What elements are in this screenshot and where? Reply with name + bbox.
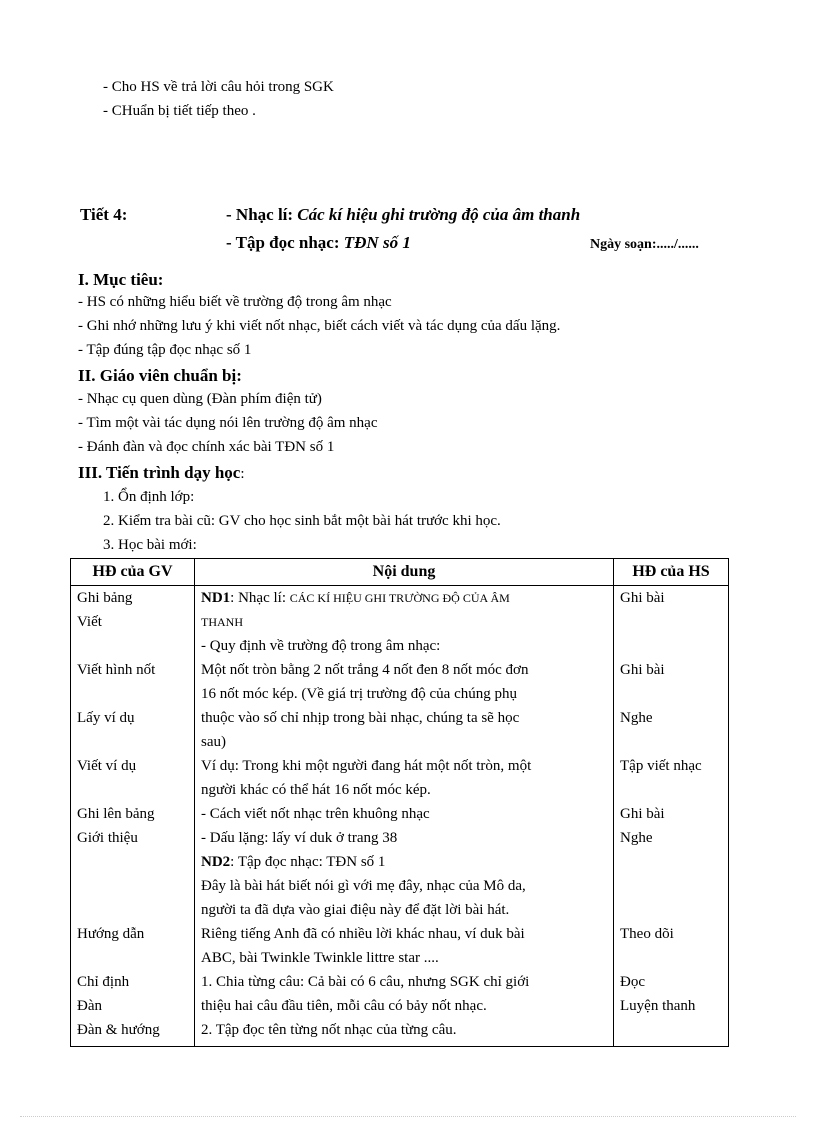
hs-line: Ghi bài: [620, 662, 665, 678]
content-column: [195, 586, 614, 1047]
hs-line: [620, 946, 722, 970]
gv-line: Ghi bảng: [77, 590, 133, 606]
gv-line: Viết ví dụ: [77, 758, 137, 774]
content-line: người khác có thể hát 16 nốt móc kép.: [201, 782, 431, 798]
section1-item: - HS có những hiểu biết về trường độ trong âm nhạc: [78, 294, 392, 310]
hs-line: Đọc: [620, 974, 645, 990]
content-line: - Dấu lặng: lấy ví duk ở trang 38: [201, 830, 398, 846]
hs-line: [620, 778, 722, 802]
content-line: Ví dụ: Trong khi một người đang hát một nốt tròn, một: [201, 758, 532, 774]
hs-line: [620, 1018, 722, 1042]
gv-line: Viết: [77, 614, 102, 630]
section2-item: - Đánh đàn và đọc chính xác bài TĐN số 1: [78, 439, 335, 455]
section2-heading: II. Giáo viên chuẩn bị:: [78, 366, 242, 385]
hs-line: Nghe: [620, 830, 653, 846]
lesson-line-1-title: Các kí hiệu ghi trường độ của âm thanh: [297, 205, 581, 224]
gv-line: [77, 874, 188, 898]
gv-line: [77, 898, 188, 922]
hs-line: [620, 898, 722, 922]
lesson-line-2-title: TĐN số 1: [343, 233, 411, 252]
content-line: 1. Chia từng câu: Cả bài có 6 câu, nhưng SGK chỉ giới: [201, 974, 530, 990]
section3-colon: :: [240, 466, 245, 482]
gv-line: [77, 730, 188, 754]
gv-line: [77, 850, 188, 874]
hs-line: Tập viết nhạc: [620, 758, 702, 774]
header-hs: HĐ của HS: [614, 559, 729, 586]
section1-item: - Ghi nhớ những lưu ý khi viết nốt nhạc, biết cách viết và tác dụng của dấu lặng.: [78, 318, 561, 334]
content-line: 16 nốt móc kép. (Về giá trị trường độ của chúng phụ: [201, 686, 517, 702]
gv-line: Hướng dẫn: [77, 926, 145, 942]
date-field: Ngày soạn:...../......: [590, 237, 699, 252]
lesson-table: [70, 558, 729, 1047]
gv-line: [77, 634, 188, 658]
content-line: ABC, bài Twinkle Twinkle littre star ....: [201, 950, 439, 966]
hs-line: Ghi bài: [620, 590, 665, 606]
header-gv: HĐ của GV: [71, 559, 195, 586]
hs-line: Theo dõi: [620, 926, 674, 942]
hs-line: [620, 634, 722, 658]
nd2-label: ND2: [201, 854, 231, 870]
nd1-caps: CÁC KÍ HIỆU GHI TRƯỜNG ĐỘ CỦA ÂM: [289, 591, 510, 605]
hs-line: [620, 850, 722, 874]
gv-line: [77, 778, 188, 802]
gv-line: [77, 946, 188, 970]
content-line: thuộc vào số chỉ nhịp trong bài nhạc, chúng ta sẽ học: [201, 710, 520, 726]
nd1-text: : Nhạc lí:: [230, 590, 290, 606]
hs-line: [620, 610, 722, 634]
content-line: thiệu hai câu đầu tiên, mỗi câu có bảy nốt nhạc.: [201, 998, 487, 1014]
hs-line: Ghi bài: [620, 806, 665, 822]
content-line: người ta đã dựa vào giai điệu này để đặt lời bài hát.: [201, 902, 510, 918]
content-line: Đây là bài hát biết nói gì với mẹ đây, nhạc của Mô da,: [201, 878, 526, 894]
section3-step: 3. Học bài mới:: [103, 537, 197, 553]
hs-line: [620, 682, 722, 706]
section3-heading: III. Tiến trình dạy học: [78, 463, 241, 482]
nd1-heading: [201, 586, 607, 610]
hs-line: Nghe: [620, 710, 653, 726]
content-line: sau): [201, 734, 226, 750]
lesson-line-2: [226, 233, 411, 253]
table-header-row: [71, 559, 729, 586]
lesson-label: Tiết 4:: [80, 205, 128, 224]
intro-line-2: - CHuẩn bị tiết tiếp theo .: [103, 103, 256, 119]
gv-line: Đàn: [77, 998, 102, 1014]
lesson-line-1: [226, 205, 580, 225]
section2-item: - Tìm một vài tác dụng nói lên trường độ âm nhạc: [78, 415, 378, 431]
intro-line-1: - Cho HS về trả lời câu hỏi trong SGK: [103, 79, 334, 95]
page-bottom-divider: [20, 1116, 796, 1117]
gv-line: Ghi lên bảng: [77, 806, 155, 822]
gv-column: [71, 586, 195, 1047]
nd1-label: ND1: [201, 590, 231, 606]
nd2-heading: [201, 850, 607, 874]
nd2-text: : Tập đọc nhạc: TĐN số 1: [230, 854, 386, 870]
content-line: Riêng tiếng Anh đã có nhiều lời khác nhau, ví duk bài: [201, 926, 525, 942]
table-body-row: [71, 586, 729, 1047]
section3-heading-row: [78, 463, 245, 484]
gv-line: Chỉ định: [77, 974, 130, 990]
gv-line: Đàn & hướng: [77, 1022, 160, 1038]
gv-line: Lấy ví dụ: [77, 710, 135, 726]
content-line: - Quy định về trường độ trong âm nhạc:: [201, 638, 441, 654]
content-line: 2. Tập đọc tên từng nốt nhạc của từng câu.: [201, 1022, 457, 1038]
hs-line: [620, 874, 722, 898]
nd1-caps-continued: THANH: [201, 615, 243, 629]
hs-line: Luyện thanh: [620, 998, 696, 1014]
gv-line: [77, 682, 188, 706]
gv-line: Giới thiệu: [77, 830, 138, 846]
section2-item: - Nhạc cụ quen dùng (Đàn phím điện tử): [78, 391, 322, 407]
lesson-line-1-prefix: - Nhạc lí:: [226, 205, 298, 224]
content-line: Một nốt tròn bằng 2 nốt trắng 4 nốt đen 8 nốt móc đơn: [201, 662, 529, 678]
hs-column: [614, 586, 729, 1047]
hs-line: [620, 730, 722, 754]
section1-heading: I. Mục tiêu:: [78, 270, 164, 289]
content-line: - Cách viết nốt nhạc trên khuông nhạc: [201, 806, 430, 822]
section3-step: 2. Kiểm tra bài cũ: GV cho học sinh bắt một bài hát trước khi học.: [103, 513, 501, 529]
lesson-line-2-prefix: - Tập đọc nhạc:: [226, 233, 344, 252]
section1-item: - Tập đúng tập đọc nhạc số 1: [78, 342, 252, 358]
header-content: Nội dung: [195, 559, 614, 586]
gv-line: Viết hình nốt: [77, 662, 156, 678]
section3-step: 1. Ổn định lớp:: [103, 489, 195, 505]
